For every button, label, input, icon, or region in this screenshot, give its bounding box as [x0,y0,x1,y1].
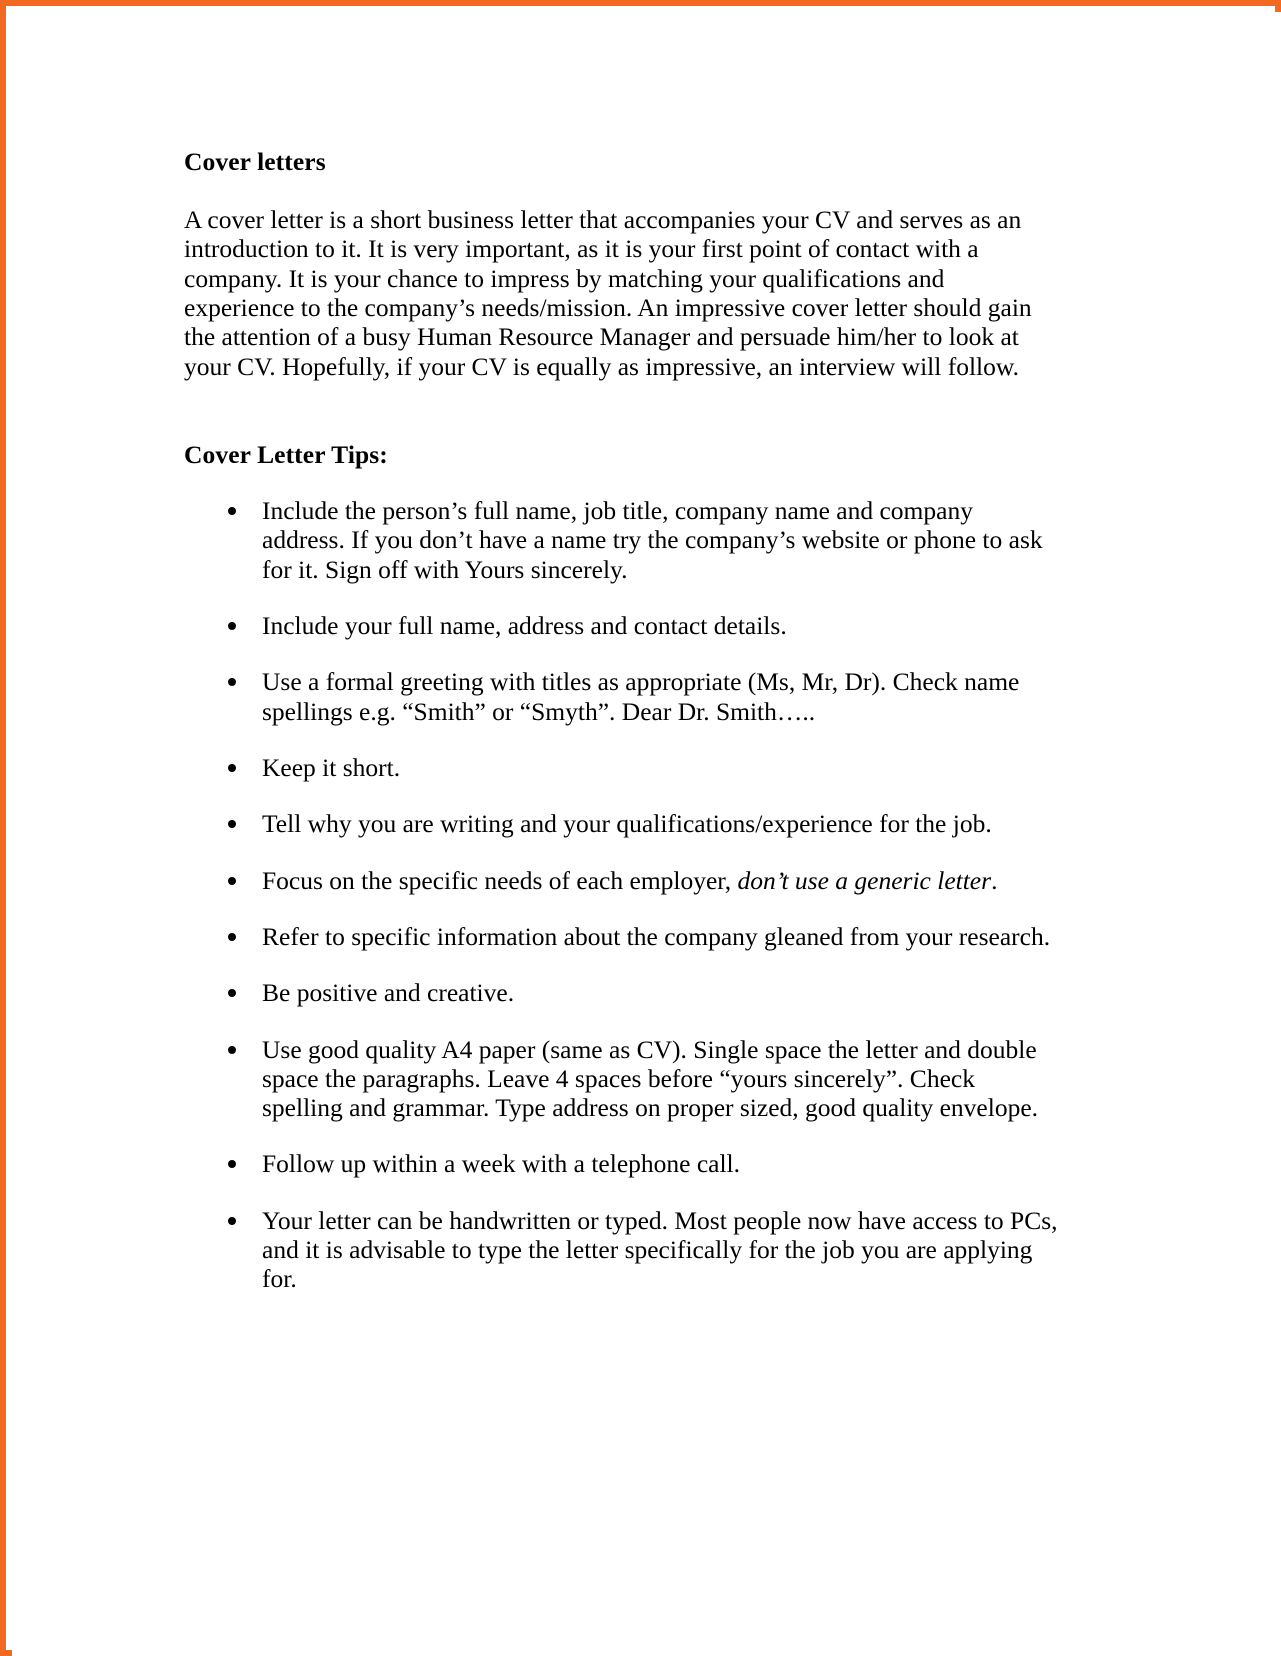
tip-text: Refer to specific information about the company gleaned from your research. [262,921,1051,951]
tip-text: Tell why you are writing and your qualifications/experience for the job. [262,809,992,839]
list-item [184,922,1060,951]
bullet-dot-icon [228,877,236,885]
list-item [184,866,1060,895]
bullet-dot-icon [228,622,236,630]
tip-text-emphasis: don’t use a generic letter [737,865,992,895]
document-content [184,146,1060,1294]
tip-text: Keep it short. [262,752,401,782]
bullet-dot-icon [228,1046,236,1054]
intro-paragraph: A cover letter is a short business letter that accompanies your CV and serves as an introduction to it. It is very important, as it is your first point of contact with a company. It is your chance to impress by matching your qualifications and experience to the company’s needs/mission. An impressive cover letter should gain the attention of a busy Human Resource Manager and persuade him/her to look at your CV. Hopefully, if your CV is equally as impressive, an interview will follow. [184,205,1032,381]
tip-text: Use a formal greeting with titles as appropriate (Ms, Mr, Dr). Check name spellings e.g. “Smith” or “Smyth”. Dear Dr. Smith….. [262,667,1020,726]
bullet-dot-icon [228,989,236,997]
tip-text: Your letter can be handwritten or typed. Most people now have access to PCs, and it is advisable to type the letter specifically for the job you are applying for. [262,1205,1058,1294]
tips-list [184,496,1060,1294]
list-item [184,611,1060,640]
bullet-dot-icon [228,820,236,828]
tip-text: Be positive and creative. [262,978,515,1008]
bullet-dot-icon [228,507,236,515]
tips-heading: Cover Letter Tips: [184,439,388,469]
list-item [184,667,1060,726]
list-item [184,753,1060,782]
list-item [184,496,1060,584]
bullet-dot-icon [228,764,236,772]
list-item [184,809,1060,838]
tip-text: Include your full name, address and contact details. [262,611,787,641]
document-page [12,12,1281,1656]
bullet-dot-icon [228,933,236,941]
bullet-dot-icon [228,1217,236,1225]
bullet-dot-icon [228,1160,236,1168]
tip-text: Follow up within a week with a telephone call. [262,1149,741,1179]
page-title: Cover letters [184,147,326,176]
tip-text: Include the person’s full name, job title, company name and company address. If you don’t have a name try the company’s website or phone to ask for it. Sign off with Yours sincerely. [262,496,1043,584]
bullet-dot-icon [228,678,236,686]
tip-text-before: Focus on the specific needs of each employer, [262,865,738,895]
list-item [184,1035,1060,1123]
list-item [184,1149,1060,1178]
list-item [184,1206,1060,1294]
tip-text-after: . [991,865,998,895]
tip-text: Use good quality A4 paper (same as CV). Single space the letter and double space the paragraphs. Leave 4 spaces before “yours sincerely”. Check spelling and grammar. Type address on proper sized, good quality envelope. [262,1034,1039,1123]
list-item [184,978,1060,1007]
section-spacer [184,381,1060,439]
